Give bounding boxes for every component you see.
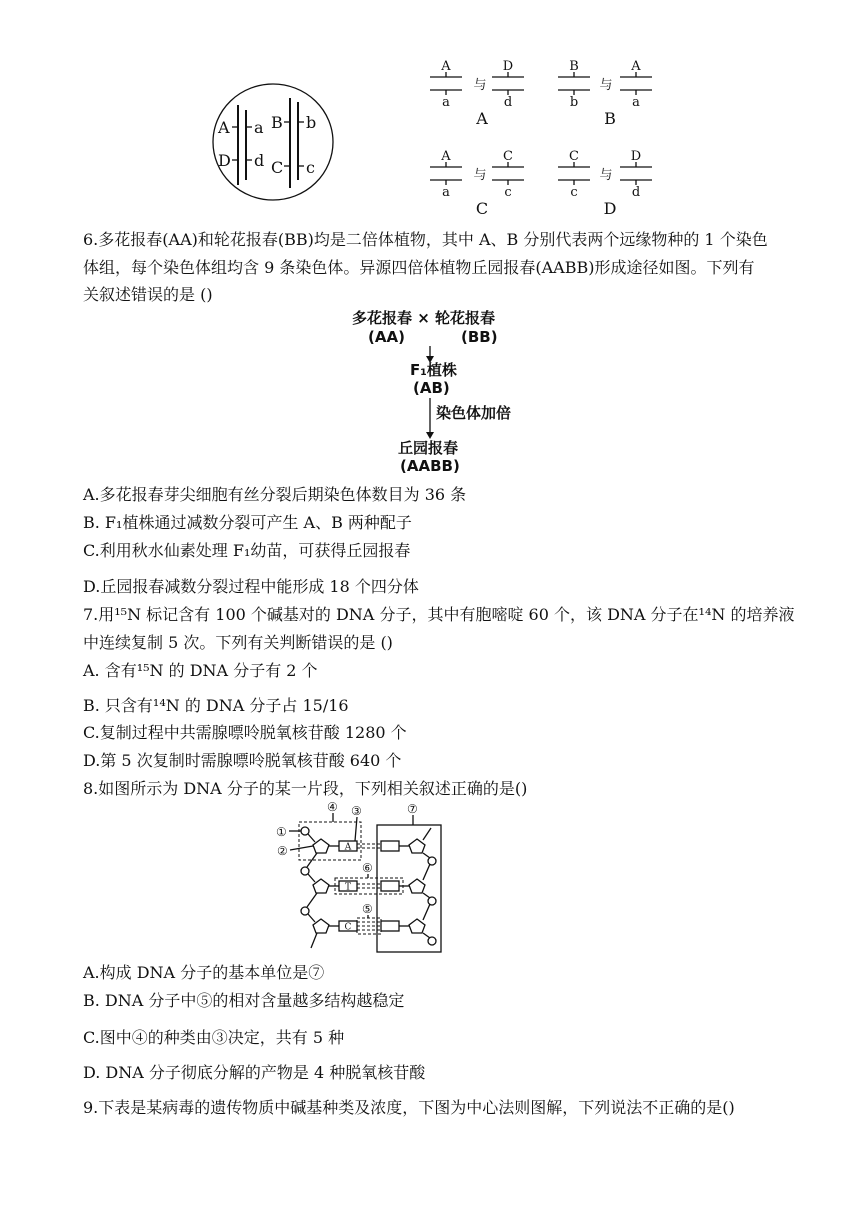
gene-label: a <box>254 118 264 137</box>
gene-label: d <box>631 185 641 200</box>
q6-option-b: B. F₁植株通过减数分裂可产生 A、B 两种配子 <box>83 513 412 532</box>
join-word: 与 <box>599 168 613 183</box>
box-7 <box>377 825 441 952</box>
cell-chromosome-figure <box>208 80 338 205</box>
gene-label: C <box>569 149 579 164</box>
q8-option-b: B. DNA 分子中⑤的相对含量越多结构越稳定 <box>83 991 405 1010</box>
dna-segment-diagram <box>275 798 445 956</box>
gene-label: A <box>631 59 641 74</box>
flow-result: 丘园报春 <box>398 439 459 457</box>
join-word: 与 <box>473 78 487 93</box>
phosphate-icon <box>301 907 309 915</box>
cell-outline <box>213 84 333 200</box>
option-label: D <box>603 199 617 218</box>
base-letter: A <box>344 842 352 853</box>
flow-parent-a-genome: (AA) <box>368 328 405 346</box>
gene-label: D <box>630 149 642 164</box>
q6-option-c: C.利用秋水仙素处理 F₁幼苗，可获得丘园报春 <box>83 541 411 560</box>
base-box <box>381 841 399 851</box>
deoxyribose-icon <box>409 879 425 893</box>
option-c-diagram <box>430 149 524 218</box>
option-label: C <box>475 199 489 218</box>
q7-option-b: B. 只含有¹⁴N 的 DNA 分子占 15/16 <box>83 696 349 715</box>
gene-label: B <box>569 59 579 74</box>
q8-option-d: D. DNA 分子彻底分解的产物是 4 种脱氧核苷酸 <box>83 1063 426 1082</box>
option-chromosome-diagrams <box>420 55 670 225</box>
q8-option-c: C.图中④的种类由③决定，共有 5 种 <box>83 1028 345 1047</box>
q6-option-a: A.多花报春芽尖细胞有丝分裂后期染色体数目为 36 条 <box>83 485 467 504</box>
q7-stem-line-1: 7.用¹⁵N 标记含有 100 个碱基对的 DNA 分子，其中有胞嘧啶 60 个，该 DNA 分子在¹⁴N 的培养液 <box>83 605 795 624</box>
gene-label: c <box>306 158 315 177</box>
gene-label: b <box>569 95 579 110</box>
gene-label: A <box>218 118 230 137</box>
label-5: ⑤ <box>362 902 373 916</box>
flow-parents: 多花报春 × 轮花报春 <box>352 309 496 327</box>
q6-stem-line-3: 关叙述错误的是 () <box>83 285 213 304</box>
join-word: 与 <box>473 168 487 183</box>
label-4: ④ <box>327 800 338 814</box>
option-label: A <box>476 109 488 128</box>
flow-parent-b-genome: (BB) <box>461 328 498 346</box>
gene-label: d <box>503 95 513 110</box>
label-3: ③ <box>351 804 362 818</box>
gene-label: C <box>503 149 513 164</box>
flow-f1: F₁植株 <box>410 361 457 379</box>
flow-f1-genome: (AB) <box>413 379 450 397</box>
label-7: ⑦ <box>407 802 418 816</box>
deoxyribose-icon <box>313 879 329 893</box>
deoxyribose-icon <box>409 919 425 933</box>
flow-step-label: 染色体加倍 <box>436 404 512 422</box>
q7-option-c: C.复制过程中共需腺嘌呤脱氧核苷酸 1280 个 <box>83 723 407 742</box>
gene-label: c <box>570 185 578 200</box>
q6-stem-line-2: 体组，每个染色体组均含 9 条染色体。异源四倍体植物丘园报春(AABB)形成途径如图。下列有 <box>83 258 755 277</box>
gene-label: a <box>632 95 640 110</box>
gene-label: c <box>504 185 512 200</box>
deoxyribose-icon <box>409 839 425 853</box>
q9-stem: 9.下表是某病毒的遗传物质中碱基种类及浓度，下图为中心法则图解，下列说法不正确的是() <box>83 1098 735 1117</box>
phosphate-icon <box>301 867 309 875</box>
gene-label: a <box>442 185 450 200</box>
phosphate-icon <box>301 827 309 835</box>
gene-label: D <box>218 151 231 170</box>
arrow-head-icon <box>426 432 434 439</box>
gene-label: C <box>271 158 284 177</box>
gene-label: A <box>441 59 451 74</box>
gene-label: B <box>271 113 283 132</box>
join-word: 与 <box>599 78 613 93</box>
label-1: ① <box>276 825 287 839</box>
flow-result-genome: (AABB) <box>400 457 460 475</box>
base-box <box>381 921 399 931</box>
q6-stem-line-1: 6.多花报春(AA)和轮花报春(BB)均是二倍体植物，其中 A、B 分别代表两个远缘物种的 1 个染色 <box>83 230 768 249</box>
q8-stem: 8.如图所示为 DNA 分子的某一片段，下列相关叙述正确的是() <box>83 779 528 798</box>
deoxyribose-icon <box>313 919 329 933</box>
q7-option-d: D.第 5 次复制时需腺嘌呤脱氧核苷酸 640 个 <box>83 751 402 770</box>
q7-stem-line-2: 中连续复制 5 次。下列有关判断错误的是 () <box>83 633 393 652</box>
gene-label: d <box>254 151 265 170</box>
q6-option-d: D.丘园报春减数分裂过程中能形成 18 个四分体 <box>83 577 419 596</box>
deoxyribose-icon <box>313 839 329 853</box>
q7-option-a: A. 含有¹⁵N 的 DNA 分子有 2 个 <box>83 661 318 680</box>
option-label: B <box>604 109 616 128</box>
label-2: ② <box>277 844 288 858</box>
gene-label: A <box>441 149 451 164</box>
gene-label: D <box>502 59 514 74</box>
gene-label: b <box>306 113 317 132</box>
option-a-diagram <box>430 59 524 128</box>
base-letter: C <box>344 922 352 933</box>
base-letter: T <box>344 882 352 893</box>
option-b-diagram <box>558 59 652 128</box>
option-d-diagram <box>558 149 652 218</box>
gene-label: a <box>442 95 450 110</box>
base-box <box>381 881 399 891</box>
q8-option-a: A.构成 DNA 分子的基本单位是⑦ <box>83 963 325 982</box>
label-6: ⑥ <box>362 861 373 875</box>
